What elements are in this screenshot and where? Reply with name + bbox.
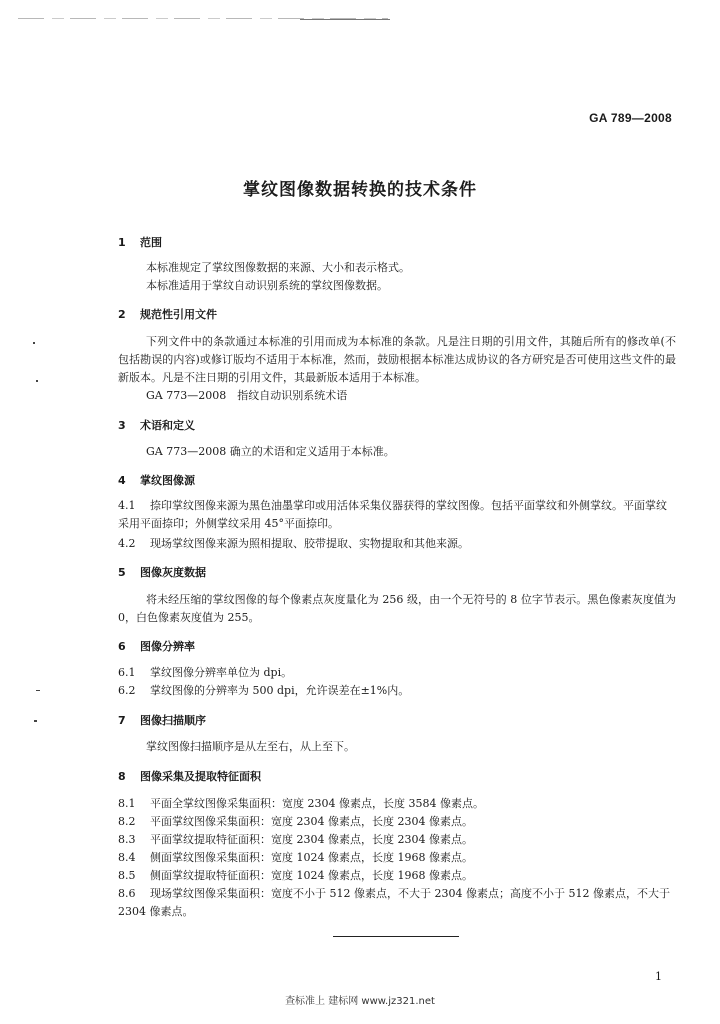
scan-speck [34, 720, 37, 722]
section-7-paragraph: 掌纹图像扫描顺序是从左至右，从上至下。 [146, 740, 355, 753]
scan-speck [36, 380, 38, 382]
section-heading-3: 3 术语和定义 [118, 419, 195, 432]
clause-4-2: 4.2 现场掌纹图像来源为照相提取、胶带提取、实物提取和其他来源。 [118, 537, 469, 550]
scan-speck [33, 342, 35, 344]
section-heading-4: 4 掌纹图像源 [118, 474, 195, 487]
document-title: 掌纹图像数据转换的技术条件 [243, 180, 477, 200]
clause-8-1: 8.1 平面全掌纹图像采集面积：宽度 2304 像素点，长度 3584 像素点。 [118, 797, 484, 810]
section-1-paragraph-1: 本标准规定了掌纹图像数据的来源、大小和表示格式。 [146, 261, 410, 274]
section-heading-8: 8 图像采集及提取特征面积 [118, 770, 261, 783]
clause-8-6: 8.6 现场掌纹图像采集面积：宽度不小于 512 像素点，不大于 2304 像素点；高度不小于 512 像素点，不大于 2304 像素点。 [118, 887, 670, 918]
page-number: 1 [655, 970, 662, 983]
section-heading-6: 6 图像分辨率 [118, 640, 195, 653]
section-2-paragraph: 下列文件中的条款通过本标准的引用而成为本标准的条款。凡是注日期的引用文件，其随后所有的修改单(不包括勘误的内容)或修订版均不适用于本标准，然而，鼓励根据本标准达成协议的各方研究是否可使用这些文件的最新版本。凡是不注日期的引用文件，其最新版本适用于本标准。 [118, 335, 676, 384]
clause-8-2: 8.2 平面掌纹图像采集面积：宽度 2304 像素点，长度 2304 像素点。 [118, 815, 473, 828]
footer-watermark: 查标准上 建标网 www.jz321.net [285, 996, 435, 1007]
standard-code: GA 789—2008 [589, 111, 672, 125]
end-rule [333, 936, 459, 937]
clause-8-5: 8.5 侧面掌纹提取特征面积：宽度 1024 像素点，长度 1968 像素点。 [118, 869, 473, 882]
section-heading-5: 5 图像灰度数据 [118, 566, 206, 579]
clause-6-2: 6.2 掌纹图像的分辨率为 500 dpi，允许误差在±1%内。 [118, 684, 410, 697]
section-3-paragraph: GA 773—2008 确立的术语和定义适用于本标准。 [146, 445, 395, 458]
scan-speck [36, 690, 40, 691]
clause-4-1: 4.1 捺印掌纹图像来源为黑色油墨掌印或用活体采集仪器获得的掌纹图像。包括平面掌纹和外侧掌纹。平面掌纹采用平面捺印；外侧掌纹采用 45°平面捺印。 [118, 499, 667, 530]
section-heading-1: 1 范围 [118, 236, 162, 249]
clause-8-3: 8.3 平面掌纹提取特征面积：宽度 2304 像素点，长度 2304 像素点。 [118, 833, 473, 846]
clause-8-4: 8.4 侧面掌纹图像采集面积：宽度 1024 像素点，长度 1968 像素点。 [118, 851, 473, 864]
section-heading-2: 2 规范性引用文件 [118, 308, 217, 321]
scan-artifact-line [300, 19, 390, 20]
section-5-paragraph: 将未经压缩的掌纹图像的每个像素点灰度量化为 256 级，由一个无符号的 8 位字节表示。黑色像素灰度值为 0，白色像素灰度值为 255。 [118, 593, 676, 624]
section-1-paragraph-2: 本标准适用于掌纹自动识别系统的掌纹图像数据。 [146, 279, 388, 292]
section-heading-7: 7 图像扫描顺序 [118, 714, 206, 727]
clause-6-1: 6.1 掌纹图像分辨率单位为 dpi。 [118, 666, 293, 679]
normative-reference: GA 773—2008 指纹自动识别系统术语 [146, 389, 348, 402]
